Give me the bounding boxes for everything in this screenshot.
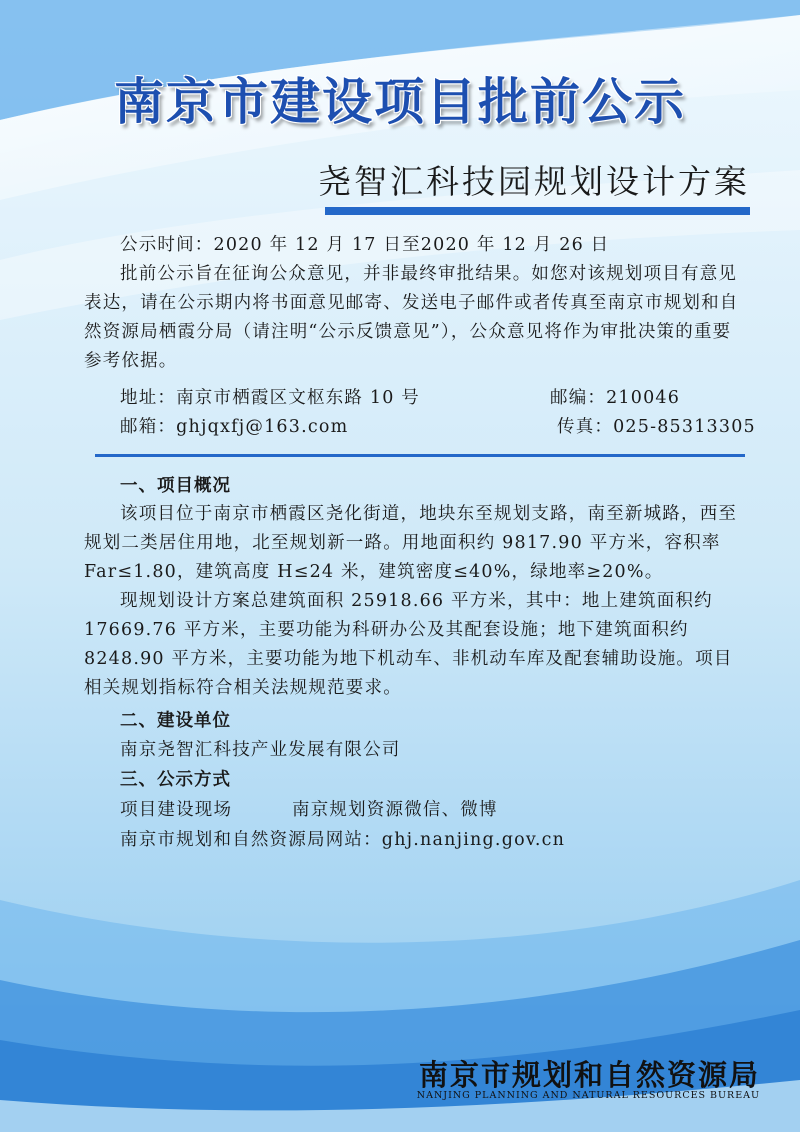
method-site: 项目建设现场 [120,800,233,820]
email-text: 邮箱：ghjqxfj@163.com [120,417,349,437]
postcode-text: 邮编：210046 [550,388,681,408]
address-text: 地址：南京市栖霞区文枢东路 10 号 [120,388,420,408]
builder-heading: 二、建设单位 [120,711,231,731]
method-website: 南京市规划和自然资源局网站：ghj.nanjing.gov.cn [120,830,566,850]
project-subtitle: 尧智汇科技园规划设计方案 [318,162,750,201]
subtitle-underline [325,207,750,215]
overview-heading: 一、项目概况 [120,476,231,496]
fax-text: 传真：025-85313305 [557,417,756,437]
notice-time: 公示时间：2020 年 12 月 17 日至2020 年 12 月 26 日 [120,235,610,255]
method-heading: 三、公示方式 [120,770,231,790]
builder-name: 南京尧智汇科技产业发展有限公司 [120,740,401,760]
overview-paragraph-2: 现规划设计方案总建筑面积 25918.66 平方米，其中：地上建筑面积约 17669.76 平方米，主要功能为科研办公及其配套设施；地下建筑面积约 8248.90 平方米，主要功能为地下机动车、非机动车库及配套辅助设施。项目相关规划指标符合相关法规规范要求。 [84,591,733,698]
page-title: 南京市建设项目批前公示 [114,73,686,131]
bureau-name-en: NANJING PLANNING AND NATURAL RESOURCES BUREAU [416,1090,760,1101]
section-divider [95,454,745,457]
bureau-name-cn: 南京市规划和自然资源局 [418,1058,760,1092]
overview-paragraph-1: 该项目位于南京市栖霞区尧化街道，地块东至规划支路，南至新城路，西至规划二类居住用地，北至规划新一路。用地面积约 9817.90 平方米，容积率 Far≤1.80，建筑高度 H≤24 米，建筑密度≤40%，绿地率≥20%。 [84,504,738,582]
method-wechat: 南京规划资源微信、微博 [292,800,498,820]
notice-intro: 批前公示旨在征询公众意见，并非最终审批结果。如您对该规划项目有意见表达，请在公示期内将书面意见邮寄、发送电子邮件或者传真至南京市规划和自然资源局栖霞分局（请注明“公示反馈意见”），公众意见将作为审批决策的重要参考依据。 [84,264,739,371]
